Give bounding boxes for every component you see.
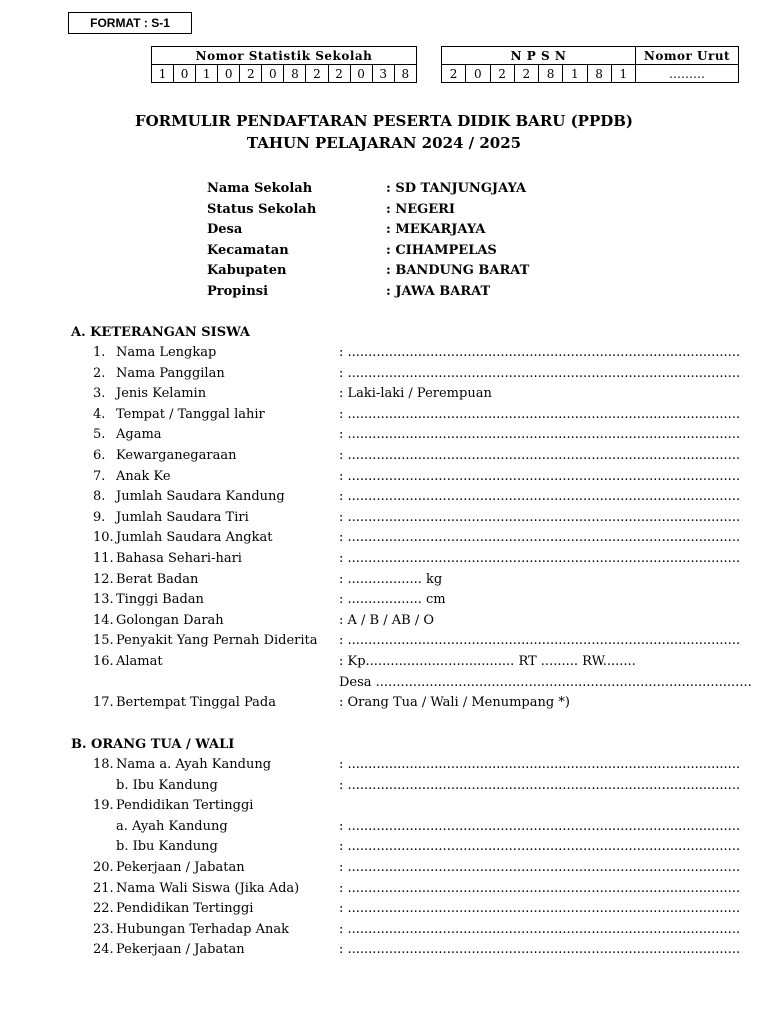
form-field-value[interactable]: : ............................................................................................... [339,633,741,649]
form-row-number: 10. [93,530,114,546]
format-label: FORMAT : S-1 [68,12,192,34]
form-row [0,613,768,633]
form-row [0,901,768,921]
digit-cell: 0 [466,65,490,83]
form-year: TAHUN PELAJARAN 2024 / 2025 [246,134,522,152]
form-row-label: Jumlah Saudara Kandung [116,489,285,505]
nss-table [151,46,417,83]
form-field-value[interactable]: : .................. cm [339,592,446,608]
form-row [0,345,768,365]
digit-cell: 2 [306,65,328,83]
form-field-value[interactable]: : ............................................................................................... [339,468,741,484]
form-field-value[interactable]: : Laki-laki / Perempuan [339,386,492,402]
form-row [0,551,768,571]
form-row-number: 9. [93,509,106,525]
form-row-number: 21. [93,880,114,896]
form-field-value[interactable]: : ............................................................................................... [339,551,741,566]
form-row [0,819,768,839]
form-row [0,592,768,612]
form-row-label: Nama Panggilan [116,365,225,381]
form-row [0,839,768,859]
form-row [0,510,768,530]
form-row-label: Nama Lengkap [116,345,217,360]
form-field-value[interactable]: : ............................................................................................... [339,942,741,958]
form-row [0,654,768,674]
form-field-value[interactable]: : ............................................................................................... [339,489,741,505]
npsn-table [441,46,739,83]
form-row [0,881,768,901]
school-info-label: Propinsi [207,284,269,299]
form-field-value[interactable]: : ............................................................................................... [339,365,741,381]
form-row-number: 11. [93,551,114,566]
form-row-label: Penyakit Yang Pernah Diderita [116,633,318,649]
form-field-value[interactable]: : ............................................................................................... [339,345,741,360]
form-row-label: Berat Badan [116,571,199,587]
form-row-label: Agama [116,427,162,443]
form-field-value[interactable]: : ............................................................................................... [339,901,741,917]
form-row-number: 12. [93,571,114,587]
form-row [0,572,768,592]
digit-cell: 8 [539,65,563,83]
form-row [0,860,768,880]
form-row-label: Jumlah Saudara Tiri [116,509,249,525]
form-row-label: Jumlah Saudara Angkat [116,530,273,546]
digit-cell: 1 [196,65,218,83]
digit-cell: 8 [284,65,306,83]
digit-cell: 1 [563,65,587,83]
form-field-value[interactable]: : ............................................................................................... [339,839,741,855]
form-row-label: Hubungan Terhadap Anak [116,921,289,937]
digit-cell: 2 [514,65,538,83]
form-row-label: Pekerjaan / Jabatan [116,942,245,958]
form-row-label: b. Ibu Kandung [116,777,218,793]
form-row-label: Anak Ke [116,468,171,484]
form-row-number: 2. [93,365,106,381]
form-row-label: Golongan Darah [116,612,224,628]
form-row-label: Pendidikan Tertinggi [116,901,254,917]
form-field-value[interactable]: : Orang Tua / Wali / Menumpang *) [339,695,570,711]
form-field-value[interactable]: : ............................................................................................... [339,921,741,937]
digit-cell: 2 [240,65,262,83]
form-row-number: 14. [93,612,114,628]
form-row-number: 8. [93,489,106,505]
form-row-number: 4. [93,406,106,422]
school-info-label: Status Sekolah [207,201,317,217]
form-row-number: 6. [93,448,106,463]
form-row-number: 20. [93,860,114,875]
form-row-label: Kewarganegaraan [116,448,237,463]
form-field-value[interactable]: : ............................................................................................... [339,860,741,875]
form-row [0,942,768,962]
form-title: FORMULIR PENDAFTARAN PESERTA DIDIK BARU (PPDB) [134,112,634,130]
form-row-label: Nama Wali Siswa (Jika Ada) [116,880,300,896]
digit-cell: 0 [218,65,240,83]
form-row [0,922,768,942]
school-info-value: : CIHAMPELAS [386,242,497,258]
form-field-value[interactable]: : ............................................................................................... [339,757,741,772]
form-row-label: Bahasa Sehari-hari [116,551,242,566]
form-field-value[interactable]: : ............................................................................................... [339,509,741,525]
form-row [0,366,768,386]
digit-cell: 2 [442,65,466,83]
form-row-label: Nama a. Ayah Kandung [116,757,272,772]
form-row-number: 17. [93,695,114,711]
form-field-value[interactable]: : ............................................................................................... [339,427,741,443]
form-row-number: 22. [93,901,114,917]
digit-cell: 2 [490,65,514,83]
form-row-number: 1. [93,345,106,360]
form-row [0,469,768,489]
school-info-value: : MEKARJAYA [386,222,486,238]
form-row-label: a. Ayah Kandung [116,818,228,834]
form-row [0,386,768,406]
school-info-value: : NEGERI [386,201,456,217]
digit-cell: 2 [328,65,350,83]
form-field-value[interactable]: Desa ........................................................................................... [339,674,752,690]
form-row [0,675,768,695]
form-row-number: 23. [93,921,114,937]
form-row [0,633,768,653]
form-field-value[interactable]: : ............................................................................................... [339,880,741,896]
form-row [0,530,768,550]
school-info-label: Nama Sekolah [207,181,313,196]
nomor-urut-value: ……… [636,65,739,83]
form-row-label: b. Ibu Kandung [116,839,218,855]
form-row-number: 13. [93,592,114,608]
form-field-value[interactable]: : .................. kg [339,571,443,587]
form-row-label: Tempat / Tanggal lahir [116,406,265,422]
digit-cell: 0 [350,65,372,83]
form-row-label: Bertempat Tinggal Pada [116,695,277,711]
form-row-number: 7. [93,468,106,484]
form-field-value[interactable]: : ............................................................................................... [339,448,741,463]
nomor-urut-header: Nomor Urut [636,47,739,65]
form-field-value[interactable]: : A / B / AB / O [339,612,434,628]
form-row-number: 19. [93,798,114,814]
digit-cell: 1 [611,65,635,83]
school-info-label: Kecamatan [207,242,289,258]
digit-cell: 3 [372,65,394,83]
form-row-number: 15. [93,633,114,649]
form-field-value[interactable]: : ............................................................................................... [339,777,741,793]
form-row [0,778,768,798]
form-field-value[interactable]: : ............................................................................................... [339,406,741,422]
form-row-number: 24. [93,942,114,958]
form-field-value[interactable]: : Kp.................................... RT ......... RW........ [339,654,636,669]
school-info-value: : JAWA BARAT [386,284,491,299]
digit-cell: 0 [174,65,196,83]
form-row-label: Pekerjaan / Jabatan [116,860,245,875]
section-b-heading: B. ORANG TUA / WALI [71,737,235,752]
form-row [0,695,768,715]
form-row-number: 5. [93,427,106,443]
form-row-number: 3. [93,386,106,402]
form-row [0,427,768,447]
school-info-label: Kabupaten [207,263,287,279]
form-field-value[interactable]: : ............................................................................................... [339,818,741,834]
school-info-label: Desa [207,222,243,238]
nss-header: Nomor Statistik Sekolah [152,47,417,65]
section-a-heading: A. KETERANGAN SISWA [71,325,251,340]
digit-cell: 8 [587,65,611,83]
school-info-value: : SD TANJUNGJAYA [386,181,527,196]
digit-cell: 0 [262,65,284,83]
form-row-label: Pendidikan Tertinggi [116,798,254,814]
form-row-label: Alamat [116,654,163,669]
digit-cell: 8 [394,65,416,83]
form-row [0,407,768,427]
form-row [0,448,768,468]
form-row [0,757,768,777]
npsn-header: N P S N [442,47,636,65]
form-row-number: 16. [93,654,114,669]
form-row-label: Tinggi Badan [116,592,204,608]
school-info-value: : BANDUNG BARAT [386,263,530,279]
form-row [0,489,768,509]
form-row-number: 18. [93,757,114,772]
form-row [0,798,768,818]
form-field-value[interactable]: : ............................................................................................... [339,530,741,546]
form-row-label: Jenis Kelamin [116,386,207,402]
digit-cell: 1 [152,65,174,83]
